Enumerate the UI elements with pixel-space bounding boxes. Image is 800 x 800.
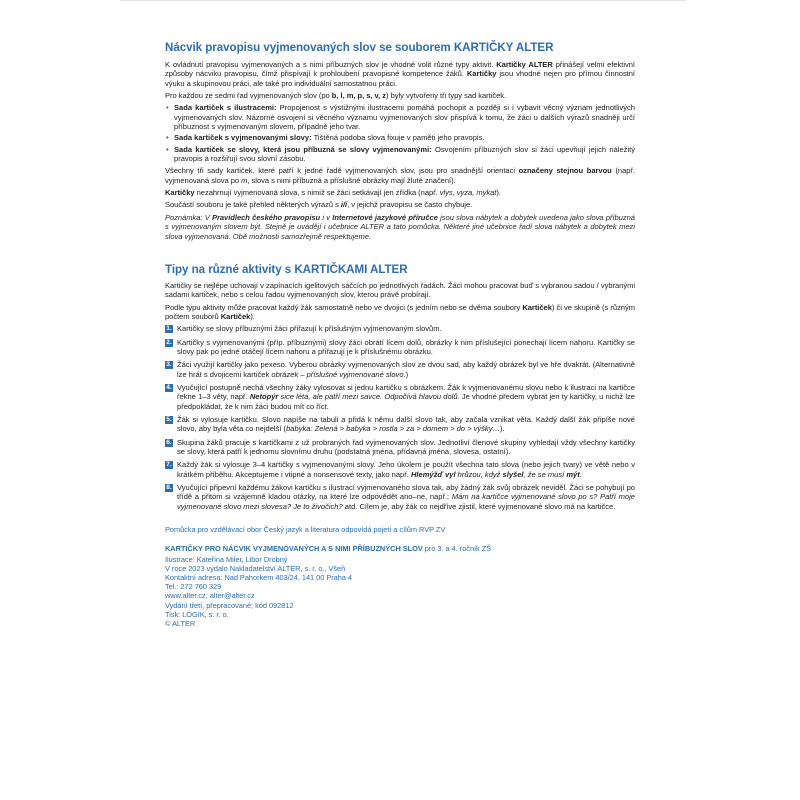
tip-item (165, 460, 635, 479)
tip-item (165, 483, 635, 511)
imprint-printer: Tisk: LOGIK, s. r. o. (165, 609, 229, 619)
tip-number-badge: 2. (166, 338, 172, 346)
bullet-icon: • (166, 144, 169, 154)
paragraph-overview: Součástí souboru je také přehled některých výrazů s i/í, v jejichž pravopisu se často chybuje. (165, 200, 473, 210)
bullet-icon: • (166, 133, 169, 143)
imprint-address: Kontaktní adresa: Nad Pahorkem 403/24, 141 00 Praha 4 (165, 573, 352, 583)
paragraph-storage: Kartičky se nejlépe uchovají v zapínacích igelitových sáčcích po jednotlivých řadách. Žáci mohou pracovat buď s vybranou sadou / vybranými sadami kartiček, nebo s celou řadou vyjmenovaných slov, kterou právě probírají. (165, 280, 635, 300)
tip-number-badge: 5. (166, 415, 172, 423)
tip-item (165, 324, 635, 333)
imprint-copyright: © ALTER (165, 618, 196, 628)
sets-list (165, 103, 635, 163)
document-page (165, 41, 635, 628)
top-divider (120, 0, 686, 1)
tip-number-badge: 1. (166, 325, 172, 333)
tip-text: Kartičky se slovy příbuznými žáci přiřazují k příslušným vyjmenovaným slovům. (177, 324, 442, 334)
list-item-text: Sada kartiček s ilustracemi: Propojenost s výstižnými ilustracemi pomáhá pochopit a později si i vybavit věcný význam jednotlivých vyjmenovaných slov. Názorné osvojení si věcného významu vyjmenovaných slov přispívá k tomu, že žáci u dalších výrazů snadněji určí příbuznost s vyjmenovaným slovem, případně jeho tvar. (174, 103, 635, 132)
tip-number-badge: 8. (166, 484, 172, 492)
tip-item (165, 360, 635, 379)
tip-number-badge: 3. (166, 361, 172, 369)
paragraph-intro: K ovládnutí pravopisu vyjmenovaných a s nimi příbuzných slov je vhodné volit různé typy aktivit. Kartičky ALTER přinášejí velmi efektivní způsoby nácviku pravopisu, čímž přispívají k prohloubení pravopisné kompetence žáků. Kartičky jsou vhodné nejen pro přímou činnostní výuku a skupinovou práci, ale také pro individuální samostatnou práci. (165, 60, 635, 88)
tip-text: Vyučující připevní každému žákovi kartičku s ilustrací vyjmenovaného slova tak, aby žádný žák svůj obrázek neviděl. Žáci se pohybují po třídě a přitom si vzájemně kladou otázky, na které lze odpovědět ano–ne, např.: Mám na kartičce vyjmenované slovo po s? Patří moje vyjmenované slovo mezi slovesa? Je to živočich? atd. Cílem je, aby žák co nejdříve zjistil, které vyjmenované slovo má na kartičce. (177, 483, 635, 511)
list-item (165, 103, 635, 131)
imprint-edition: Vydání třetí, přepracované; kód 092812 (165, 600, 294, 610)
tip-item (165, 383, 635, 411)
list-item-text: Sada kartiček s vyjmenovanými slovy: Tištěná podoba slova fixuje v paměti jeho pravopis. (174, 133, 485, 143)
tip-text: Žáci využijí kartičky jako pexeso. Vyberou obrázky vyjmenovaných slov ze dvou sad, aby každý obrázek byl ve hře dvakrát. (Alternativně lze hrát s dvojicemi kartiček obrázek – příslušné vyjmenované slovo.) (177, 360, 635, 379)
section-title-practice: Nácvik pravopisu vyjmenovaných slov se souborem KARTIČKY ALTER (165, 41, 554, 54)
list-item-text: Sada kartiček se slovy, která jsou příbuzná se slovy vyjmenovanými: Osvojením příbuzných slov si žáci upevňují jejich náležitý pravopis a rozšiřují svou slovní zásobu. (174, 144, 635, 164)
tips-list (165, 324, 635, 511)
product-title-grade: pro 3. a 4. ročník ZŠ (422, 544, 492, 554)
section-title-tips: Tipy na různé aktivity s KARTIČKAMI ALTER (165, 262, 408, 276)
imprint-footer (165, 525, 635, 628)
rvp-statement: Pomůcka pro vzdělávací obor Český jazyk a literatura odpovídá pojetí a cílům RVP ZV (165, 525, 446, 535)
tip-text: Kartičky s vyjmenovanými (příp. příbuznými) slovy žáci obrátí lícem dolů, obrázky k nim příslušející ponechají lícem nahoru. Kartičky se slovy pak po jedné otáčejí lícem nahoru a přiřazují je k příslušnému obrázku. (177, 337, 635, 356)
bullet-icon: • (166, 103, 169, 113)
tip-text: Žák si vylosuje kartičku. Slovo napíše na tabuli a přidá k němu další slovo tak, aby začala vznikat věta. Každý další žák připíše nové slovo, aby byla věta co nejdelší (babyka: Zelená > babyka > rostla > za > domem > do > výšky…). (177, 414, 635, 434)
paragraph-work-modes: Podle typu aktivity může pracovat každý žák samostatně nebo ve dvojici (s jedním nebo se dvěma soubory Kartiček) či ve skupině (s různým počtem souborů Kartiček). (165, 302, 635, 321)
tip-item (165, 415, 635, 434)
paragraph-sets-intro: Pro každou ze sedmi řad vyjmenovaných slov (po b, l, m, p, s, v, z) byly vytvořeny tři typy sad kartiček. (165, 91, 507, 101)
imprint-web-email: www.alter.cz; alter@alter.cz (165, 591, 255, 601)
paragraph-excluded-words: Kartičky nezahrnují vyjmenovaná slova, s nimiž se žáci setkávají jen zřídka (např. vlys, vyza, mykat). (165, 188, 501, 198)
tip-item (165, 338, 635, 357)
note-paragraph: Poznámka: V Pravidlech českého pravopisu i v Internetové jazykové příručce jsou slova nábytek a dobytek uvedena jako slova příbuzná s vyjmenovaným slovem být. Stejně je uvádějí i učebnice ALTER a tato pomůcka. Některé jiné učebnice řadí slova nábytek a dobytek mezi slova vyjmenovaná. Obě možnosti samozřejmě respektujeme. (165, 212, 635, 241)
tip-item (165, 438, 635, 457)
tip-text: Vyučující postupně nechá všechny žáky vylosovat si jednu kartičku s obrázkem. Žák k vyjmenovanému slovu nebo k ilustraci na kartičce řekne 1–3 věty, např. Netopýr sice létá, ale patří mezi savce. Odpočívá hlavou dolů. Je vhodné předem vybrat jen ty kartičky, u nichž lze předpokládat, že k nim žáci budou mít co říct. (177, 382, 635, 411)
imprint-phone: Tel.: 272 760 329 (165, 582, 222, 592)
imprint-illustrators: Ilustrace: Kateřina Miler, Libor Drobný (165, 555, 288, 565)
tip-number-badge: 4. (166, 383, 172, 391)
paragraph-color-coding: Všechny tři sady kartiček, které patří k jedné řadě vyjmenovaných slov, jsou pro snadnější orientaci označeny stejnou barvou (např. vyjmenovaná slova po m, slova s nimi příbuzná a příslušné obrázky mají žluté značení). (165, 166, 635, 185)
tip-text: Každý žák si vylosuje 3–4 kartičky s vyjmenovanými slovy. Jeho úkolem je použít všechna tato slova (nebo jejich tvary) ve větě nebo v krátkém příběhu. Akceptujeme i vtipné a nonsensové texty, jako např. Hlemýžď vyl hrůzou, když slyšel, že se musí mýt. (177, 460, 635, 479)
list-item (165, 133, 635, 142)
imprint-publisher: V roce 2023 vydalo Nakladatelství ALTER, s. r. o., Všeň (165, 564, 346, 574)
product-title-main: KARTIČKY PRO NÁCVIK VYJMENOVANÝCH A S NIMI PŘÍBUZNÝCH SLOV (165, 544, 423, 554)
list-item (165, 145, 635, 164)
tip-text: Skupina žáků pracuje s kartičkami z už probraných řad vyjmenovaných slov. Jednotliví členové skupiny vyhledají vždy všechny kartičky se slovy, která patří k jednomu slovnímu druhu (podstatná jména, přídavná jména, slovesa, ostatní). (177, 437, 635, 456)
product-title (165, 544, 635, 553)
tip-number-badge: 6. (166, 438, 172, 446)
tip-number-badge: 7. (166, 461, 172, 469)
